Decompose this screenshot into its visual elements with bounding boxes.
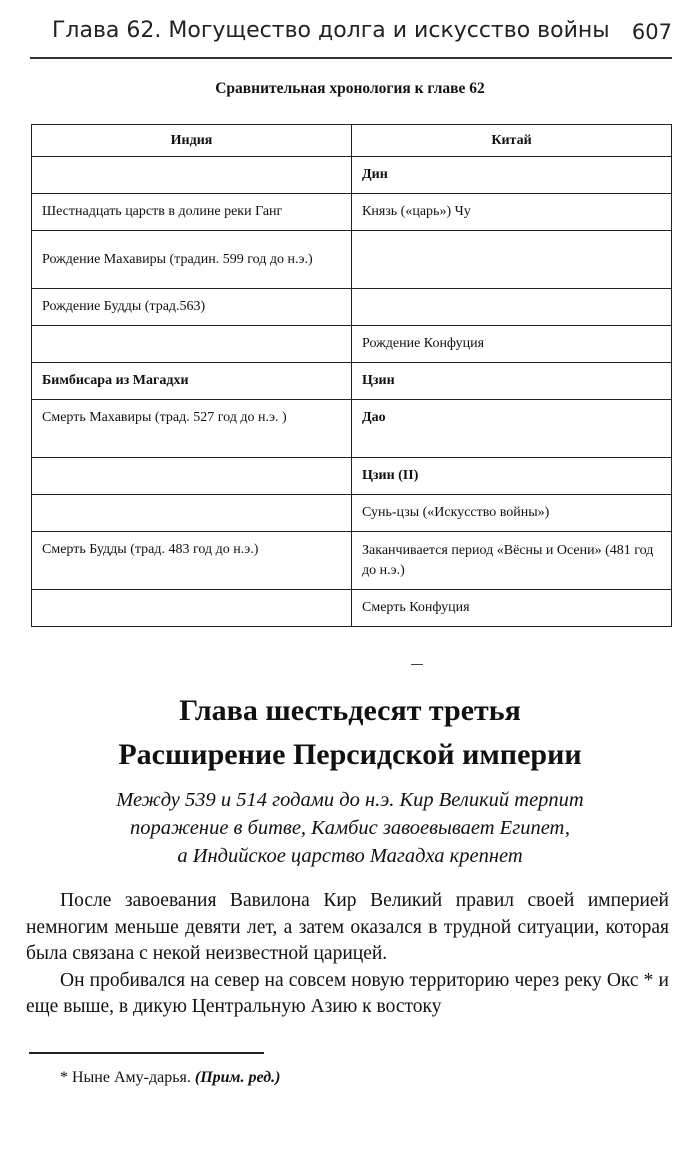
cell-china: Цзин <box>352 363 672 400</box>
paragraph: Он пробивался на север на совсем новую территорию через реку Окс * и еще выше, в дикую Центральную Азию к востоку <box>26 969 669 1017</box>
cell-india: Рождение Махавиры (традин. 599 год до н.э.) <box>32 231 352 289</box>
header-rule <box>30 57 672 59</box>
cell-china <box>352 231 672 289</box>
cell-china: Дин <box>352 157 672 194</box>
cell-india <box>32 590 352 627</box>
subtitle-line: Между 539 и 514 годами до н.э. Кир Великий терпит <box>116 789 584 811</box>
table-row <box>32 590 672 627</box>
table-row <box>32 532 672 590</box>
cell-india <box>32 326 352 363</box>
cell-india: Смерть Будды (трад. 483 год до н.э.) <box>32 532 352 590</box>
cell-india: Бимбисара из Магадхи <box>32 363 352 400</box>
subtitle-line: поражение в битве, Камбис завоевывает Египет, <box>130 817 570 839</box>
footnote-text: * Ныне Аму-дарья. <box>60 1069 191 1086</box>
cell-china: Сунь-цзы («Искусство войны») <box>352 495 672 532</box>
page-number: 607 <box>631 20 672 44</box>
subtitle-line: а Индийское царство Магадха крепнет <box>177 845 523 867</box>
chapter-number-heading: Глава шестьдесят третья <box>179 694 521 727</box>
section-divider <box>411 664 423 665</box>
cell-china: Князь («царь») Чу <box>352 194 672 231</box>
cell-china: Заканчивается период «Вёсны и Осени» (481 год до н.э.) <box>352 532 672 590</box>
cell-india: Шестнадцать царств в долине реки Ганг <box>32 194 352 231</box>
table-row <box>32 231 672 289</box>
column-header-india: Индия <box>32 125 352 157</box>
cell-india: Рождение Будды (трад.563) <box>32 289 352 326</box>
table-row <box>32 363 672 400</box>
cell-china: Смерть Конфуция <box>352 590 672 627</box>
running-title: Глава 62. Могущество долга и искусство войны <box>52 18 610 43</box>
cell-india: Смерть Махавиры (трад. 527 год до н.э. ) <box>32 400 352 458</box>
cell-india <box>32 495 352 532</box>
table-row <box>32 326 672 363</box>
footnote <box>60 1069 280 1087</box>
cell-china <box>352 289 672 326</box>
table-row <box>32 289 672 326</box>
table-row <box>32 194 672 231</box>
body-text <box>26 888 669 1021</box>
chronology-table <box>31 124 672 627</box>
chapter-title: Расширение Персидской империи <box>118 738 582 771</box>
cell-china: Дао <box>352 400 672 458</box>
table-row <box>32 458 672 495</box>
table-row <box>32 495 672 532</box>
chapter-subtitle <box>60 786 640 870</box>
footnote-rule <box>29 1052 264 1054</box>
paragraph: После завоевания Вавилона Кир Великий правил своей империей немногим меньше девяти лет, а затем оказался в трудной ситуации, которая была связана с некой неизвестной царицей. <box>26 890 669 964</box>
running-head <box>52 16 672 52</box>
cell-china: Рождение Конфуция <box>352 326 672 363</box>
footnote-editor-note: (Прим. ред.) <box>194 1069 281 1086</box>
column-header-china: Китай <box>352 125 672 157</box>
cell-china: Цзин (II) <box>352 458 672 495</box>
cell-india <box>32 458 352 495</box>
cell-india <box>32 157 352 194</box>
table-title: Сравнительная хронология к главе 62 <box>215 80 485 97</box>
table-row <box>32 157 672 194</box>
table-row <box>32 400 672 458</box>
table-header-row <box>32 125 672 157</box>
